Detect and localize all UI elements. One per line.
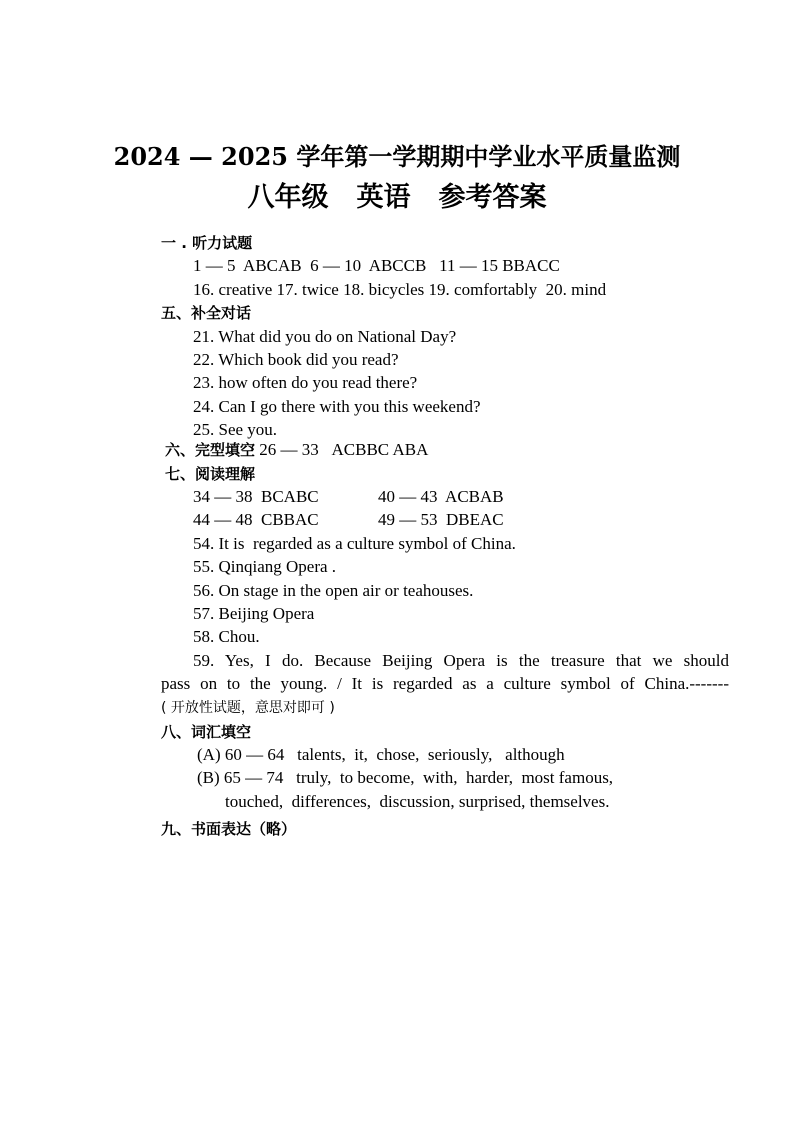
reading-answers-34-38: 34 — 38 BCABC <box>193 487 319 506</box>
doc-type-label: 参考答案 <box>438 182 547 213</box>
reading-answer-55: 55. Qinqiang Opera . <box>193 557 337 576</box>
reading-answer-59-line2: pass on to the young. / It is regarded as a culture symbol of China.------- <box>161 674 729 693</box>
cloze-answers: 26 — 33 ACBBC ABA <box>255 440 429 459</box>
section-cloze <box>165 440 428 460</box>
reading-answer-59-note: ( 开放性试题，意思对即可 ) <box>161 700 335 716</box>
dialogue-answer-24: 24. Can I go there with you this weekend? <box>193 397 481 416</box>
dialogue-answer-23: 23. how often do you read there? <box>193 373 418 392</box>
vocab-answers-b-line2: touched, differences, discussion, surprised, themselves. <box>225 792 610 811</box>
reading-answer-58: 58. Chou. <box>193 627 260 646</box>
reading-answers-49-53: 49 — 53 DBEAC <box>378 510 504 529</box>
listening-answers-2: 16. creative 17. twice 18. bicycles 19. comfortably 20. mind <box>193 280 607 299</box>
section-dialogue-heading: 五、补全对话 <box>161 304 252 322</box>
listening-answers-1: 1 — 5 ABCAB 6 — 10 ABCCB 11 — 15 BBACC <box>193 256 560 275</box>
reading-answer-56: 56. On stage in the open air or teahouses. <box>193 581 474 600</box>
section-writing-heading: 九、书面表达（略） <box>161 820 297 838</box>
section-reading-heading: 七、阅读理解 <box>165 465 256 483</box>
exam-title: 2024 — 2025 学年第一学期期中学业水平质量监测 <box>113 142 681 171</box>
exam-subtitle <box>0 175 794 214</box>
reading-answers-44-48: 44 — 48 CBBAC <box>193 510 319 529</box>
reading-answer-57: 57. Beijing Opera <box>193 604 315 623</box>
subject-label: 英语 <box>356 182 411 213</box>
reading-answer-54: 54. It is regarded as a culture symbol of China. <box>193 534 516 553</box>
section-vocab-heading: 八、词汇填空 <box>161 723 252 741</box>
vocab-answers-b-line1: (B) 65 — 74 truly, to become, with, harder, most famous, <box>197 768 614 787</box>
reading-answer-59-line1: 59. Yes, I do. Because Beijing Opera is the treasure that we should <box>193 651 729 670</box>
dialogue-answer-25: 25. See you. <box>193 420 278 439</box>
dialogue-answer-21: 21. What did you do on National Day? <box>193 327 457 346</box>
vocab-answers-a: (A) 60 — 64 talents, it, chose, seriously, although <box>197 745 565 764</box>
grade-label: 八年级 <box>247 182 329 213</box>
section-listening-heading: 一 . 听力试题 <box>161 234 253 252</box>
section-cloze-heading: 六、完型填空 <box>165 441 256 459</box>
reading-answers-40-43: 40 — 43 ACBAB <box>378 487 504 506</box>
dialogue-answer-22: 22. Which book did you read? <box>193 350 399 369</box>
